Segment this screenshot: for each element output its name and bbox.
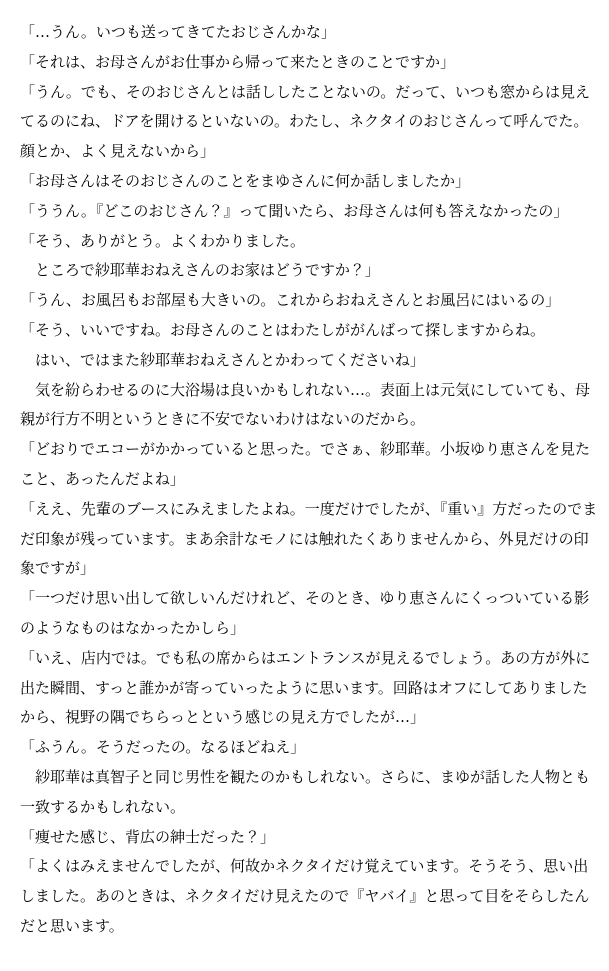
text-line: 親が行方不明というときに不安でないわけはないのだから。 — [20, 410, 426, 429]
text-line: 出た瞬間、すっと誰かが寄っていったように思います。回路はオフにしてありました — [20, 678, 588, 697]
text-line: 「うん。でも、そのおじさんとは話ししたことないの。だって、いつも窓からは見え — [20, 82, 591, 101]
text-line: 「それは、お母さんがお仕事から帰って来たときのことですか」 — [20, 52, 456, 71]
text-line: 「ううん。『どこのおじさん？』って聞いたら、お母さんは何も答えなかったの」 — [20, 201, 569, 220]
text-line: 「ふうん。そうだったの。なるほどねえ」 — [20, 738, 306, 757]
text-line: 象ですが」 — [20, 559, 96, 578]
text-line: 「ええ、先輩のブースにみえましたよね。一度だけでしたが、『重い』方だったのでま — [20, 499, 598, 518]
text-line: 「どおりでエコーがかかっていると思った。でさぁ、紗耶華。小坂ゆり恵さんを見た — [20, 440, 591, 459]
text-line: だと思います。 — [20, 916, 124, 935]
text-line: 一致するかもしれない。 — [20, 797, 186, 816]
text-line: 「そう、ありがとう。よくわかりました。 — [20, 231, 306, 250]
text-line: だ印象が残っています。まあ余計なモノには触れたくありませんから、外見だけの印 — [20, 529, 589, 548]
text-line: 顔とか、よく見えないから」 — [20, 142, 216, 161]
text-line: しました。あのときは、ネクタイだけ見えたので『ヤバイ』と思って目をそらしたん — [20, 887, 590, 906]
text-line: 「一つだけ思い出して欲しいんだけれど、そのとき、ゆり恵さんにくっついている影 — [20, 589, 590, 608]
text-line: 「お母さんはそのおじさんのことをまゆさんに何か話しましたか」 — [20, 171, 471, 190]
text-line: ところで紗耶華おねえさんのお家はどうですか？」 — [20, 261, 380, 280]
text-line: 「うん、お風呂もお部屋も大きいの。これからおねえさんとお風呂にはいるの」 — [20, 291, 561, 310]
text-line: から、視野の隅でちらっとという感じの見え方でしたが…」 — [20, 708, 426, 727]
text-line: のようなものはなかったかしら」 — [20, 618, 246, 637]
text-line: 「そう、いいですね。お母さんのことはわたしががんばって探しますからね。 — [20, 320, 546, 339]
text-line: こと、あったんだよね」 — [20, 469, 185, 488]
text-line: 気を紛らわせるのに大浴場は良いかもしれない…。表面上は元気にしていても、母 — [20, 380, 591, 399]
text-line: てるのにね、ドアを開けるといないの。わたし、ネクタイのおじさんって呼んでた。 — [20, 112, 589, 131]
text-line: 「よくはみえませんでしたが、何故かネクタイだけ覚えています。そうそう、思い出 — [20, 857, 589, 876]
text-line: 「…うん。いつも送ってきてたおじさんかな」 — [20, 23, 336, 41]
text-line: はい、ではまた紗耶華おねえさんとかわってくださいね」 — [20, 350, 425, 369]
text-line: 「いえ、店内では。でも私の席からはエントランスが見えるでしょう。あの方が外に — [20, 648, 591, 667]
text-line: 「痩せた感じ、背広の紳士だった？」 — [20, 827, 276, 846]
text-line: 紗耶華は真智子と同じ男性を観たのかもしれない。さらに、まゆが話した人物とも — [20, 767, 591, 786]
